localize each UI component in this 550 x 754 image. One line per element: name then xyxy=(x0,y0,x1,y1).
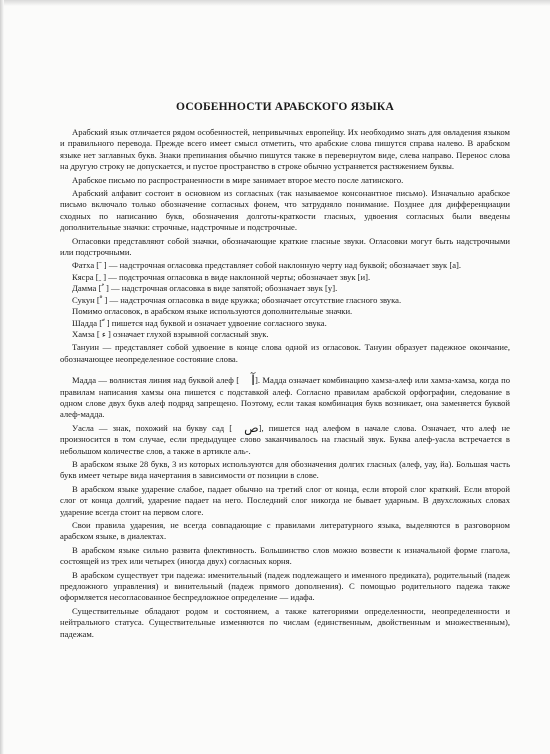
paragraph-nouns: Существительные обладают родом и состоянием, а также категориями определенности, неопределенности и нейтрального статуса. Существительные изменяются по числам (единственным, двойственным и множественным), падежам. xyxy=(60,605,510,639)
paragraph-extra-marks: Помимо огласовок, в арабском языке используются дополнительные значки. xyxy=(72,306,353,317)
paragraph-shadda: Шадда [ ّ ] пишется над буквой и означает удвоение согласного звука. xyxy=(72,317,327,328)
paragraph-fatha: Фатха [ َ ] — надстрочная огласовка представляет собой наклонную черту над буквой; обозначает звук [а]. xyxy=(72,260,462,271)
paragraph-madda xyxy=(60,375,510,421)
madda-text-after: ]. Мадда означает комбинацию хамза-алеф или хамза-хамза, когда по правилам написания хамзы она пишется с подставкой алеф. Согласно правилам арабской орфографии, следование в одном слове двух букв алеф подряд запрещено. Поэтому, если такая комбинация букв возникает, она заменяется буквой алеф-мадда. xyxy=(60,375,510,420)
paragraph-tanwin: Тануин — представляет собой удвоение в конце слова одной из огласовок. Тануин образует падежное окончание, обозначающее неопределенное состояние слова. xyxy=(60,342,510,364)
scan-shadow-left xyxy=(0,0,4,754)
paragraph-letters: В арабском языке 28 букв, 3 из которых используются для обозначения долгих гласных (алеф, уау, йа). Большая часть букв имеет четыре вида начертания в зависимости от позиции в слове. xyxy=(60,458,510,481)
paragraph-alphabet: Арабский алфавит состоит в основном из согласных (так называемое консонантное письмо). Изначально арабское письмо включало только обозначение согласных фонем, что затрудняло понимание. Позднее для дифференциации сходных по написанию букв, обозначения долготы-краткости гласных, удвоения согласных были введены дополнительные значки: строчные, надстрочные и подстрочные. xyxy=(60,188,510,233)
paragraph-stress: В арабском языке ударение слабое, падает обычно на третий слог от конца, если второй слог краткий. Если второй слог от конца долгий, ударение падает на него. Последний слог никогда не бывает ударным. В двухсложных словах ударение всегда стоит на первом слоге. xyxy=(60,483,510,517)
paragraph-dialects: Свои правила ударения, не всегда совпадающие с правилами литературного языка, выделяются в разговорном арабском языке, в диалектах. xyxy=(60,520,510,542)
scan-shadow-top xyxy=(0,0,550,6)
paragraph-inflection: В арабском языке сильно развита флективность. Большинство слов можно возвести к изначальной форме глагола, состоящей из трех или четырех (иногда двух) согласных корня. xyxy=(60,544,510,567)
paragraph-hamza: Хамза [ ء ] означает глухой взрывной согласный звук. xyxy=(72,328,269,339)
paragraph-vowel-marks: Огласовки представляют собой значки, обозначающие краткие гласные звуки. Огласовки могут быть надстрочными или подстрочными. xyxy=(60,235,510,258)
madda-text-before: Мадда — волнистая линия над буквой алеф [ xyxy=(72,375,240,386)
alef-madda-glyph: آ xyxy=(251,373,256,390)
paragraph-intro: Арабский язык отличается рядом особенностей, непривычных европейцу. Их необходимо знать для овладения языком и правильного перевода. Прежде всего имеет смысл отметить, что арабские слова пишутся справа налево. В арабском языке нет заглавных букв. Знаки препинания обычно пишутся также в перевернутом виде, слева направо. Перенос слова на другую строку не допускается, и пустое пространство в строке обычно устраняется растяжением буквы. xyxy=(60,127,510,172)
page-title: ОСОБЕННОСТИ АРАБСКОГО ЯЗЫКА xyxy=(176,101,394,113)
wasla-text-after: ], пишется над алефом в начале слова. Означает, что алеф не произносится в том случае, если предыдущее слово заканчивалось на гласный звук. Буква алеф-уасла встречается в небольшом количестве слов, а также в артикле аль-. xyxy=(60,422,510,456)
paragraph-wasla xyxy=(60,420,510,457)
wasla-text-before: Уасла — знак, похожий на букву сад [ xyxy=(72,422,233,433)
paragraph-cases: В арабском существует три падежа: именительный (падеж подлежащего и именного предиката), родительный (падеж предложного управления) и винительный (падеж прямого дополнения). С помощью родительного падежа также оформляется несогласованное беспредложное определение — идафа. xyxy=(60,569,510,603)
paragraph-kasra: Кясра [ ِ ] — подстрочная огласовка в виде наклонной черты; обозначает звук [и]. xyxy=(72,271,371,282)
paragraph-damma: Дамма [ ُ ] — надстрочная огласовка в виде запятой; обозначает звук [у]. xyxy=(72,283,338,294)
sad-glyph: ص xyxy=(244,420,259,435)
paragraph-sukun: Сукун [ ْ ] — надстрочная огласовка в виде кружка; обозначает отсутствие гласного звука. xyxy=(72,294,402,305)
paragraph-spread: Арабское письмо по распространенности в мире занимает второе место после латинского. xyxy=(72,174,404,185)
